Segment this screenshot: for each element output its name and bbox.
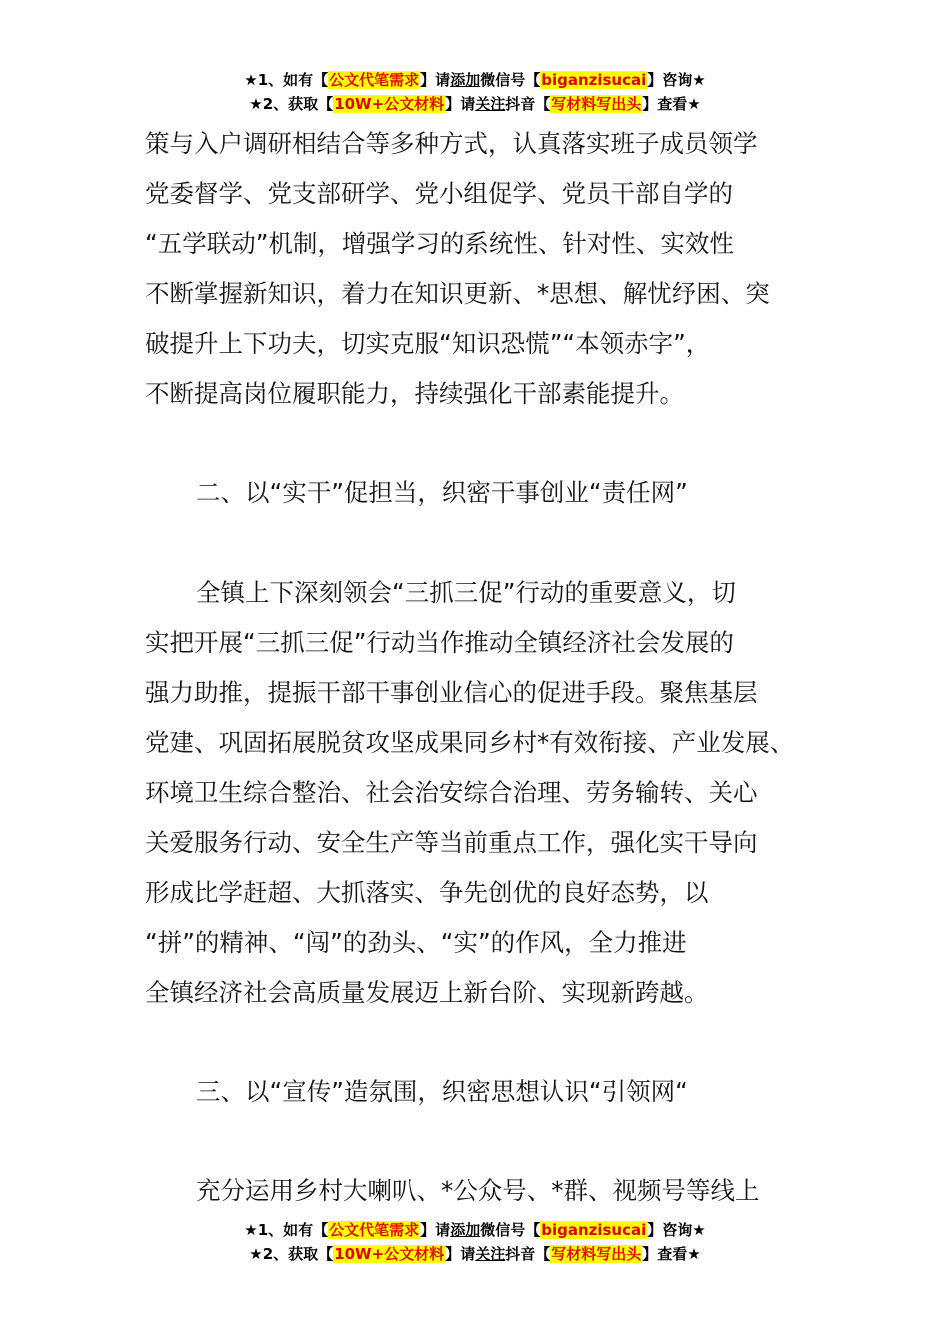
promo-line-2 xyxy=(0,92,950,116)
promo-douyin-id: 写材料写出头 xyxy=(551,1245,642,1263)
promo-text: 】咨询★ xyxy=(647,71,706,89)
promo-text: 微信号【 xyxy=(480,1221,541,1239)
promo-text: 抖音【 xyxy=(505,1245,551,1263)
paragraph-line: 不断提高岗位履职能力，持续强化干部素能提升。 xyxy=(145,379,684,408)
paragraph-line: 强力助推，提振干部干事创业信心的促进手段。聚焦基层 xyxy=(145,678,758,707)
promo-text: 抖音【 xyxy=(505,95,551,113)
promo-highlight: 公文代笔需求 xyxy=(329,71,420,89)
promo-underlined: 关注 xyxy=(475,95,506,113)
promo-banner-top xyxy=(0,68,950,116)
paragraph-line: 不断掌握新知识，着力在知识更新、*思想、解忧纾困、突 xyxy=(145,279,770,308)
paragraph-line: 全镇上下深刻领会“三抓三促”行动的重要意义，切 xyxy=(196,578,736,607)
promo-text: 】请 xyxy=(445,95,476,113)
promo-line-2 xyxy=(0,1242,950,1266)
promo-banner-bottom xyxy=(0,1218,950,1266)
paragraph-line: 破提升上下功夫，切实克服“知识恐慌”“本领赤字”， xyxy=(145,329,711,358)
promo-text: 】查看★ xyxy=(642,95,701,113)
paragraph-line: 党建、巩固拓展脱贫攻坚成果同乡村*有效衔接、产业发展、 xyxy=(145,728,795,757)
promo-text: ★1、如有【 xyxy=(244,71,329,89)
promo-line-1 xyxy=(0,1218,950,1242)
promo-highlight: 10W+公文材料 xyxy=(334,1245,445,1263)
paragraph-line: 实把开展“三抓三促”行动当作推动全镇经济社会发展的 xyxy=(145,628,734,657)
promo-text: 】请 xyxy=(420,71,451,89)
promo-wechat-id: biganzisucai xyxy=(541,1221,647,1239)
promo-douyin-id: 写材料写出头 xyxy=(551,95,642,113)
promo-underlined: 关注 xyxy=(475,1245,506,1263)
promo-text: ★2、获取【 xyxy=(249,95,334,113)
promo-text: 微信号【 xyxy=(480,71,541,89)
promo-wechat-id: biganzisucai xyxy=(541,71,647,89)
section-heading-3: 三、以“宣传”造氛围，织密思想认识“引领网“ xyxy=(196,1077,688,1106)
promo-line-1 xyxy=(0,68,950,92)
promo-text: 】请 xyxy=(445,1245,476,1263)
promo-text: ★2、获取【 xyxy=(249,1245,334,1263)
paragraph-line: “拼”的精神、“闯”的劲头、“实”的作风，全力推进 xyxy=(145,928,687,957)
paragraph-line: “五学联动”机制，增强学习的系统性、针对性、实效性 xyxy=(145,229,734,258)
promo-text: 】请 xyxy=(420,1221,451,1239)
promo-highlight: 10W+公文材料 xyxy=(334,95,445,113)
paragraph-line: 关爱服务行动、安全生产等当前重点工作，强化实干导向 xyxy=(145,828,758,857)
paragraph-line: 党委督学、党支部研学、党小组促学、党员干部自学的 xyxy=(145,179,733,208)
promo-text: ★1、如有【 xyxy=(244,1221,329,1239)
paragraph-line: 充分运用乡村大喇叭、*公众号、*群、视频号等线上 xyxy=(196,1176,760,1205)
paragraph-line: 全镇经济社会高质量发展迈上新台阶、实现新跨越。 xyxy=(145,978,709,1007)
paragraph-line: 形成比学赶超、大抓落实、争先创优的良好态势，以 xyxy=(145,878,709,907)
promo-highlight: 公文代笔需求 xyxy=(329,1221,420,1239)
promo-underlined: 添加 xyxy=(450,1221,481,1239)
section-heading-2: 二、以“实干”促担当，织密干事创业“责任网” xyxy=(196,478,688,507)
paragraph-line: 策与入户调研相结合等多种方式，认真落实班子成员领学 xyxy=(145,129,758,158)
paragraph-line: 环境卫生综合整治、社会治安综合治理、劳务输转、关心 xyxy=(145,778,758,807)
promo-underlined: 添加 xyxy=(450,71,481,89)
promo-text: 】查看★ xyxy=(642,1245,701,1263)
promo-text: 】咨询★ xyxy=(647,1221,706,1239)
